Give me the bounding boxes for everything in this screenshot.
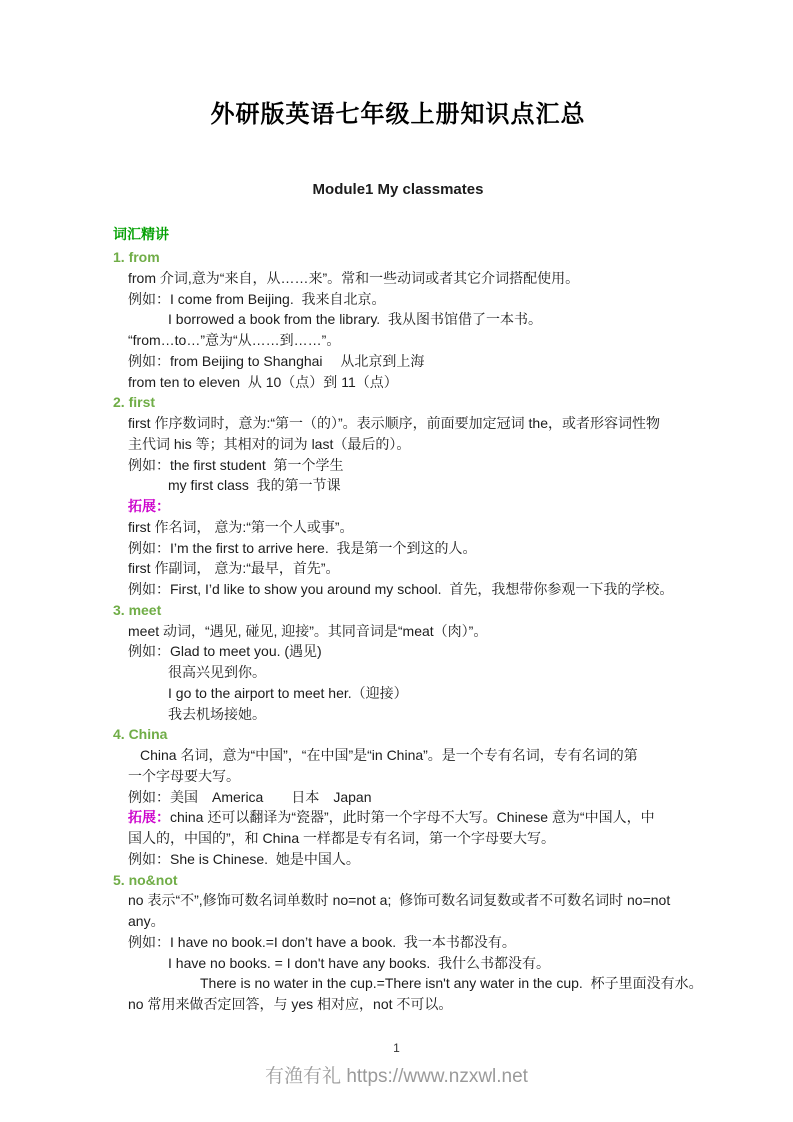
doc-line: [113, 538, 683, 559]
text-run: 例如：First, I’d like to show you around my school. 首先，我想带你参观一下我的学校。: [128, 581, 674, 597]
text-run: 5. no&not: [113, 871, 178, 888]
doc-line: [113, 890, 683, 911]
doc-line: [113, 351, 683, 372]
text-run: 一个字母要大写。: [128, 767, 240, 784]
doc-line: [113, 372, 683, 393]
doc-line: [113, 683, 683, 704]
text-run: from 介词,意为“来自，从……来”。常和一些动词或者其它介词搭配使用。: [128, 269, 580, 286]
doc-line: [113, 330, 683, 351]
text-run: 例如：I have no book.=I don’t have a book. 我一本书都没有。: [128, 933, 516, 950]
text-run: my first class 我的第一节课: [168, 477, 341, 494]
text-run: 例如：Glad to meet you. (遇见): [128, 643, 322, 660]
document-lines: [113, 247, 703, 1015]
text-run: 国人的，中国的”，和 China 一样都是专有名词，第一个字母要大写。: [128, 830, 556, 846]
item-heading: [113, 870, 683, 891]
doc-line: [113, 953, 683, 974]
text-run: “from…to…”意为“从……到……”。: [128, 332, 341, 348]
text-run: first 作序数词时，意为:“第一（的）”。表示顺序，前面要加定冠词 the，或者形容词性物: [128, 415, 661, 431]
doc-line: [113, 766, 683, 787]
footer-watermark: 有渔有礼 https://www.nzxwl.net: [265, 1066, 528, 1087]
text-run: no 表示“不”,修饰可数名词单数时 no=not a; 修饰可数名词复数或者不可数名词时 no=not: [128, 892, 671, 909]
text-run: 例如：She is Chinese. 她是中国人。: [128, 850, 360, 867]
expand-label: 拓展：: [128, 498, 170, 514]
doc-line: [113, 558, 683, 579]
doc-line: [113, 704, 683, 725]
text-run: first 作副词， 意为:“最早，首先”。: [128, 560, 340, 577]
text-run: I have no books. = I don't have any books. 我什么书都没有。: [168, 954, 551, 971]
doc-line: [113, 309, 683, 330]
doc-line: [113, 662, 683, 683]
text-run: 例如：from Beijing to Shanghai 从北京到上海: [128, 352, 425, 369]
item-heading: [113, 600, 683, 621]
text-run: 3. meet: [113, 601, 162, 618]
text-run: 2. first: [113, 394, 156, 411]
text-run: first 作名词， 意为:“第一个人或事”。: [128, 518, 354, 535]
doc-line: [113, 807, 683, 828]
doc-line: [113, 745, 683, 766]
text-run: I go to the airport to meet her.（迎接）: [168, 684, 408, 701]
doc-line: [113, 787, 683, 808]
doc-line: [113, 496, 683, 517]
text-run: 例如：I’m the first to arrive here. 我是第一个到这的人。: [128, 539, 477, 556]
doc-line: [113, 932, 683, 953]
doc-line: [113, 621, 683, 642]
expand-label: 拓展：: [128, 809, 170, 826]
text-run: 例如：the first student 第一个学生: [128, 456, 344, 473]
text-run: I borrowed a book from the library. 我从图书馆借了一本书。: [168, 311, 542, 328]
doc-line: [113, 994, 683, 1015]
doc-line: [113, 413, 683, 434]
doc-line: [113, 268, 683, 289]
text-run: China 名词，意为“中国”，“在中国”是“in China”。是一个专有名词，专有名词的第: [140, 747, 638, 763]
section-heading-vocab: 词汇精讲: [113, 226, 169, 242]
text-run: from ten to eleven 从 10（点）到 11（点）: [128, 373, 398, 390]
doc-line: [113, 434, 683, 455]
page-number: 1: [393, 1041, 400, 1055]
doc-line: [113, 911, 683, 932]
item-heading: [113, 724, 683, 745]
doc-line: [113, 579, 683, 600]
doc-line: [113, 455, 683, 476]
text-run: 主代词 his 等；其相对的词为 last（最后的）。: [128, 435, 411, 452]
doc-line: [113, 828, 683, 849]
text-run: 很高兴见到你。: [168, 664, 266, 680]
doc-line: [113, 849, 683, 870]
text-run: any。: [128, 913, 165, 929]
item-heading: [113, 247, 683, 268]
text-run: 我去机场接她。: [168, 705, 266, 722]
text-run: 例如：I come from Beijing. 我来自北京。: [128, 290, 386, 307]
text-run: 1. from: [113, 249, 160, 265]
doc-line: [113, 289, 683, 310]
text-run: meet 动词，“遇见, 碰见, 迎接”。其同音词是“meat（肉）”。: [128, 622, 488, 639]
page-title: 外研版英语七年级上册知识点汇总: [210, 101, 586, 128]
text-run: china 还可以翻译为“瓷器”，此时第一个字母不大写。Chinese 意为“中国人，中: [170, 809, 655, 826]
doc-line: [113, 641, 683, 662]
doc-line: [113, 517, 683, 538]
text-run: no 常用来做否定回答，与 yes 相对应，not 不可以。: [128, 996, 453, 1012]
doc-line: [113, 973, 703, 994]
text-run: 4. China: [113, 726, 168, 743]
text-run: 例如：美国 America 日本 Japan: [128, 788, 372, 805]
document-content: [113, 0, 703, 1015]
text-run: There is no water in the cup.=There isn't any water in the cup. 杯子里面没有水。: [200, 975, 703, 992]
item-heading: [113, 392, 683, 413]
doc-line: [113, 475, 683, 496]
module-heading: Module1 My classmates: [312, 181, 484, 198]
